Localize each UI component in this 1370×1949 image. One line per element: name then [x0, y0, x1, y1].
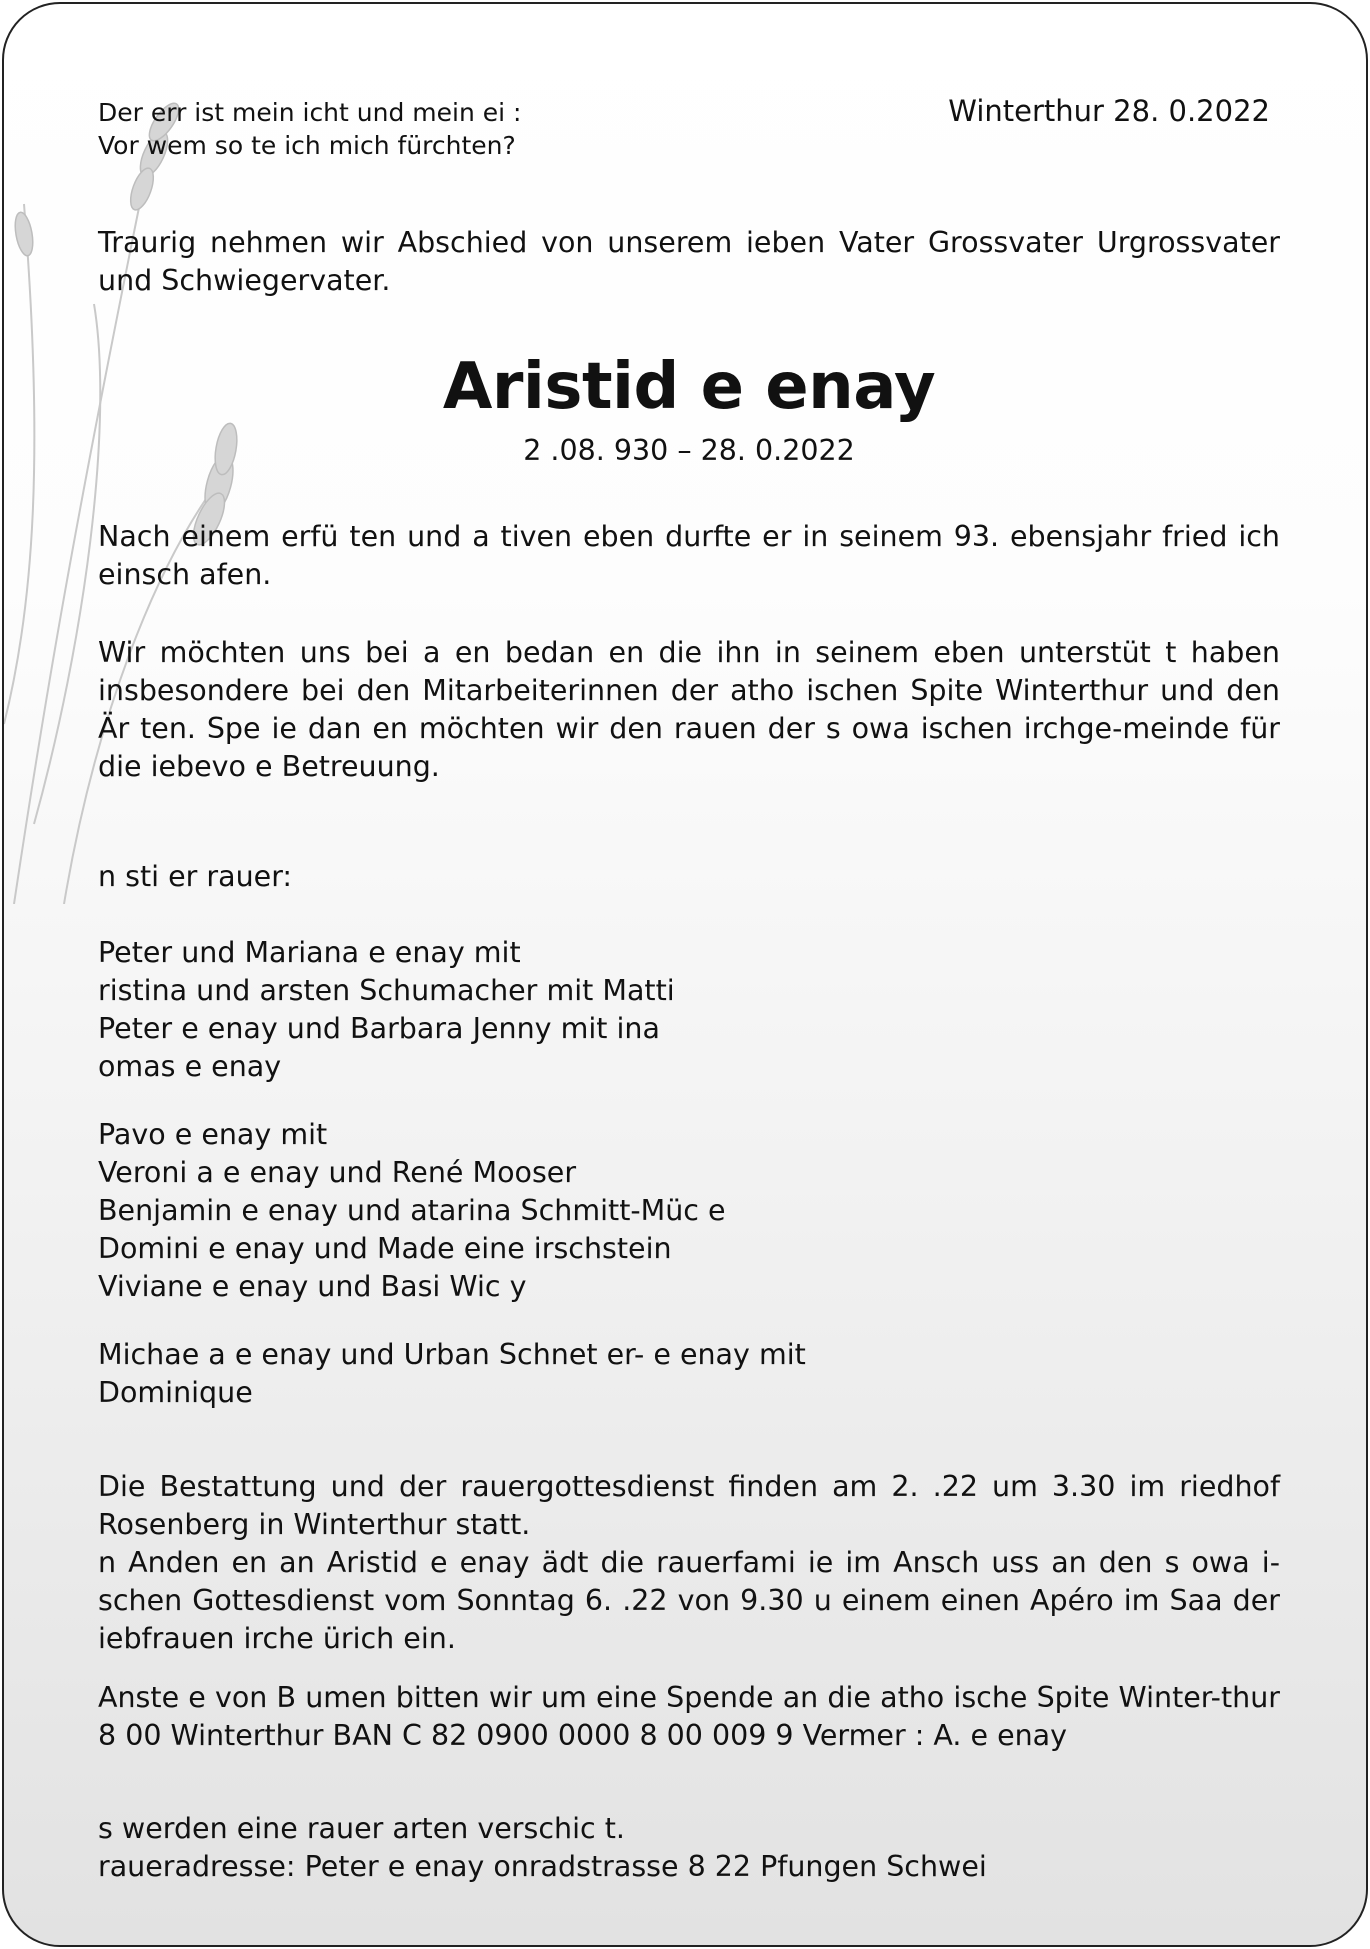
mourning-label: n sti er rauer:	[98, 860, 293, 893]
donation-text: Anste e von B umen bitten wir um eine Spende an die atho ische Spite Winter-thur 8 00 Winterthur BAN C 82 0900 0000 8 00 009 9 Vermer : A. e enay	[98, 1681, 1280, 1752]
psalm-line-2: Vor wem so te ich mich fürchten?	[98, 131, 516, 160]
family-line: Dominique	[98, 1376, 253, 1409]
intro-text: Traurig nehmen wir Abschied von unserem ieben Vater Grossvater Urgrossvater und Schwiegervater.	[98, 226, 1280, 297]
family-line: Pavo e enay mit	[98, 1118, 328, 1151]
funeral-info: Die Bestattung und der rauergottesdienst finden am 2. .22 um 3.30 im riedhof Rosenberg in Winterthur statt.	[98, 1470, 1280, 1541]
memorial-info: n Anden en an Aristid e enay ädt die rauerfami ie im Ansch uss an den s owa i-schen Gottesdienst vom Sonntag 6. .22 von 9.30 u einem einen Apéro im Saa der iebfrauen irche ürich ein.	[98, 1546, 1280, 1655]
funeral-text	[98, 1468, 1280, 1658]
family-group-3	[98, 1336, 1280, 1412]
family-line: Benjamin e enay und atarina Schmitt-Müc e	[98, 1194, 726, 1227]
notice	[98, 1810, 1280, 1886]
place-and-date: Winterthur 28. 0.2022	[948, 94, 1270, 128]
mourning-address: raueradresse: Peter e enay onradstrasse 8 22 Pfungen Schwei	[98, 1850, 987, 1883]
obituary-card	[2, 2, 1368, 1947]
deceased-name: Aristid e enay	[442, 350, 936, 424]
family-line: Viviane e enay und Basi Wic y	[98, 1270, 527, 1303]
family-line: Domini e enay und Made eine irschstein	[98, 1232, 672, 1265]
life-dates: 2 .08. 930 – 28. 0.2022	[523, 434, 855, 467]
family-line: Peter e enay und Barbara Jenny mit ina	[98, 1012, 660, 1045]
life-text: Nach einem erfü ten und a tiven eben durfte er in seinem 93. ebensjahr fried ich einsch afen.	[98, 520, 1280, 591]
family-line: Peter und Mariana e enay mit	[98, 936, 521, 969]
notice-line-1: s werden eine rauer arten verschic t.	[98, 1812, 625, 1845]
psalm-line-1: Der err ist mein icht und mein ei :	[98, 98, 522, 127]
family-group-1	[98, 934, 1280, 1086]
family-line: Michae a e enay und Urban Schnet er- e enay mit	[98, 1338, 806, 1371]
family-group-2	[98, 1116, 1280, 1306]
family-line: Veroni a e enay und René Mooser	[98, 1156, 577, 1189]
psalm-quote	[98, 96, 521, 162]
thanks-text: Wir möchten uns bei a en bedan en die ihn in seinem eben unterstüt t haben insbesondere bei den Mitarbeiterinnen der atho ischen Spite Winterthur und den Är ten. Spe ie dan en möchten wir den rauen der s owa ischen irchge-meinde für die iebevo e Betreuung.	[98, 636, 1280, 783]
family-line: ristina und arsten Schumacher mit Matti	[98, 974, 675, 1007]
family-line: omas e enay	[98, 1050, 282, 1083]
